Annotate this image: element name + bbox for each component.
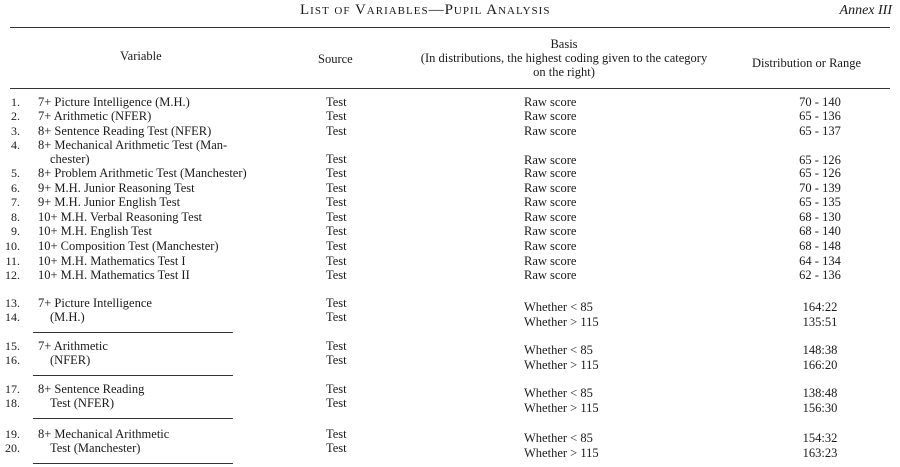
row-basis: Raw score — [524, 109, 577, 123]
row-source: Test — [326, 441, 347, 455]
row-basis: Whether > 115 — [524, 315, 599, 329]
row-source: Test — [326, 254, 347, 268]
row-variable: 8+ Sentence Reading — [38, 382, 145, 396]
row-distribution: 65 - 135 — [799, 195, 841, 209]
row-source: Test — [326, 296, 347, 310]
row-source: Test — [326, 310, 347, 324]
row-distribution: 154:32 — [802, 431, 838, 445]
row-variable: 10+ M.H. Verbal Reasoning Test — [38, 210, 203, 224]
row-number: 16. — [5, 353, 20, 367]
header-distribution: Distribution or Range — [752, 56, 862, 70]
row-basis: Whether < 85 — [524, 300, 593, 314]
row-basis: Raw score — [524, 254, 577, 268]
row-source: Test — [326, 166, 347, 180]
row-number: 15. — [5, 339, 20, 353]
row-variable: 10+ M.H. English Test — [38, 224, 152, 238]
row-distribution: 65 - 126 — [799, 166, 841, 180]
row-basis: Raw score — [524, 166, 577, 180]
row-source: Test — [326, 124, 347, 138]
row-distribution: 166:20 — [802, 358, 838, 372]
header-source: Source — [318, 52, 353, 66]
row-number: 10. — [5, 239, 20, 253]
row-number: 3. — [11, 124, 20, 138]
row-basis: Whether > 115 — [524, 401, 599, 415]
row-variable: 10+ M.H. Mathematics Test II — [38, 268, 190, 282]
row-source: Test — [326, 95, 347, 109]
row-source: Test — [326, 268, 347, 282]
row-variable: 8+ Mechanical Arithmetic Test (Man- — [38, 138, 228, 152]
row-number: 11. — [5, 254, 20, 268]
row-basis: Whether < 85 — [524, 386, 593, 400]
group-divider — [33, 463, 233, 464]
row-source: Test — [326, 210, 347, 224]
row-number: 20. — [5, 441, 20, 455]
row-source: Test — [326, 181, 347, 195]
row-source: Test — [326, 195, 347, 209]
row-basis: Raw score — [524, 181, 577, 195]
row-source: Test — [326, 382, 347, 396]
page-title: List of Variables—Pupil Analysis — [300, 2, 551, 18]
row-variable-cont: Test (Manchester) — [50, 441, 141, 455]
row-number: 7. — [11, 195, 20, 209]
row-number: 8. — [11, 210, 20, 224]
top-rule — [10, 27, 890, 28]
row-variable-cont: (M.H.) — [50, 310, 85, 324]
row-variable: 9+ M.H. Junior Reasoning Test — [38, 181, 195, 195]
row-source: Test — [326, 224, 347, 238]
header-basis-3: on the right) — [533, 65, 595, 79]
row-variable: 8+ Sentence Reading Test (NFER) — [38, 124, 212, 138]
row-basis: Whether > 115 — [524, 446, 599, 460]
row-source: Test — [326, 109, 347, 123]
row-basis: Whether < 85 — [524, 343, 593, 357]
row-distribution: 70 - 139 — [799, 181, 841, 195]
row-source: Test — [326, 427, 347, 441]
row-distribution: 163:23 — [802, 446, 838, 460]
row-number: 9. — [11, 224, 20, 238]
row-distribution: 65 - 136 — [799, 109, 841, 123]
row-distribution: 64 - 134 — [799, 254, 841, 268]
row-basis: Raw score — [524, 195, 577, 209]
row-number: 6. — [11, 181, 20, 195]
row-number: 18. — [5, 396, 20, 410]
row-source: Test — [326, 396, 347, 410]
header-rule — [10, 88, 890, 89]
row-source: Test — [326, 353, 347, 367]
row-number: 17. — [5, 382, 20, 396]
row-number: 4. — [11, 138, 20, 152]
row-basis: Raw score — [524, 224, 577, 238]
row-distribution: 65 - 137 — [799, 124, 841, 138]
row-variable: 7+ Arithmetic — [38, 339, 108, 353]
row-variable: 7+ Picture Intelligence — [38, 296, 152, 310]
row-basis: Raw score — [524, 268, 577, 282]
row-basis: Raw score — [524, 210, 577, 224]
annex-label: Annex III — [839, 3, 892, 18]
group-divider — [33, 418, 233, 419]
header-variable: Variable — [120, 49, 162, 63]
row-number: 1. — [11, 95, 20, 109]
row-source: Test — [326, 152, 347, 166]
row-basis: Raw score — [524, 239, 577, 253]
row-distribution: 138:48 — [802, 386, 838, 400]
row-variable: 8+ Mechanical Arithmetic — [38, 427, 170, 441]
row-number: 12. — [5, 268, 20, 282]
group-divider — [33, 375, 233, 376]
row-source: Test — [326, 339, 347, 353]
row-number: 19. — [5, 427, 20, 441]
row-basis: Whether > 115 — [524, 358, 599, 372]
row-number: 2. — [11, 109, 20, 123]
header-basis-1: Basis — [550, 37, 578, 51]
row-variable: 7+ Picture Intelligence (M.H.) — [38, 95, 190, 109]
row-distribution: 68 - 130 — [799, 210, 841, 224]
row-variable-cont: chester) — [50, 152, 90, 166]
row-variable: 8+ Problem Arithmetic Test (Manchester) — [38, 166, 247, 180]
row-variable: 7+ Arithmetic (NFER) — [38, 109, 152, 123]
row-distribution: 65 - 126 — [799, 153, 841, 167]
row-distribution: 62 - 136 — [799, 268, 841, 282]
row-basis: Whether < 85 — [524, 431, 593, 445]
header-basis-2: (In distributions, the highest coding given to the category — [420, 51, 708, 65]
row-distribution: 148:38 — [802, 343, 838, 357]
row-variable: 9+ M.H. Junior English Test — [38, 195, 181, 209]
row-distribution: 164:22 — [802, 300, 838, 314]
row-distribution: 68 - 140 — [799, 224, 841, 238]
group-divider — [33, 332, 233, 333]
row-distribution: 135:51 — [802, 315, 838, 329]
row-distribution: 156:30 — [802, 401, 838, 415]
row-variable-cont: Test (NFER) — [50, 396, 115, 410]
row-variable: 10+ M.H. Mathematics Test I — [38, 254, 186, 268]
row-distribution: 70 - 140 — [799, 95, 841, 109]
row-basis: Raw score — [524, 124, 577, 138]
row-basis: Raw score — [524, 95, 577, 109]
row-number: 13. — [5, 296, 20, 310]
row-basis: Raw score — [524, 153, 577, 167]
row-number: 5. — [11, 166, 20, 180]
row-variable: 10+ Composition Test (Manchester) — [38, 239, 219, 253]
row-source: Test — [326, 239, 347, 253]
row-number: 14. — [5, 310, 20, 324]
row-variable-cont: (NFER) — [50, 353, 91, 367]
row-distribution: 68 - 148 — [799, 239, 841, 253]
